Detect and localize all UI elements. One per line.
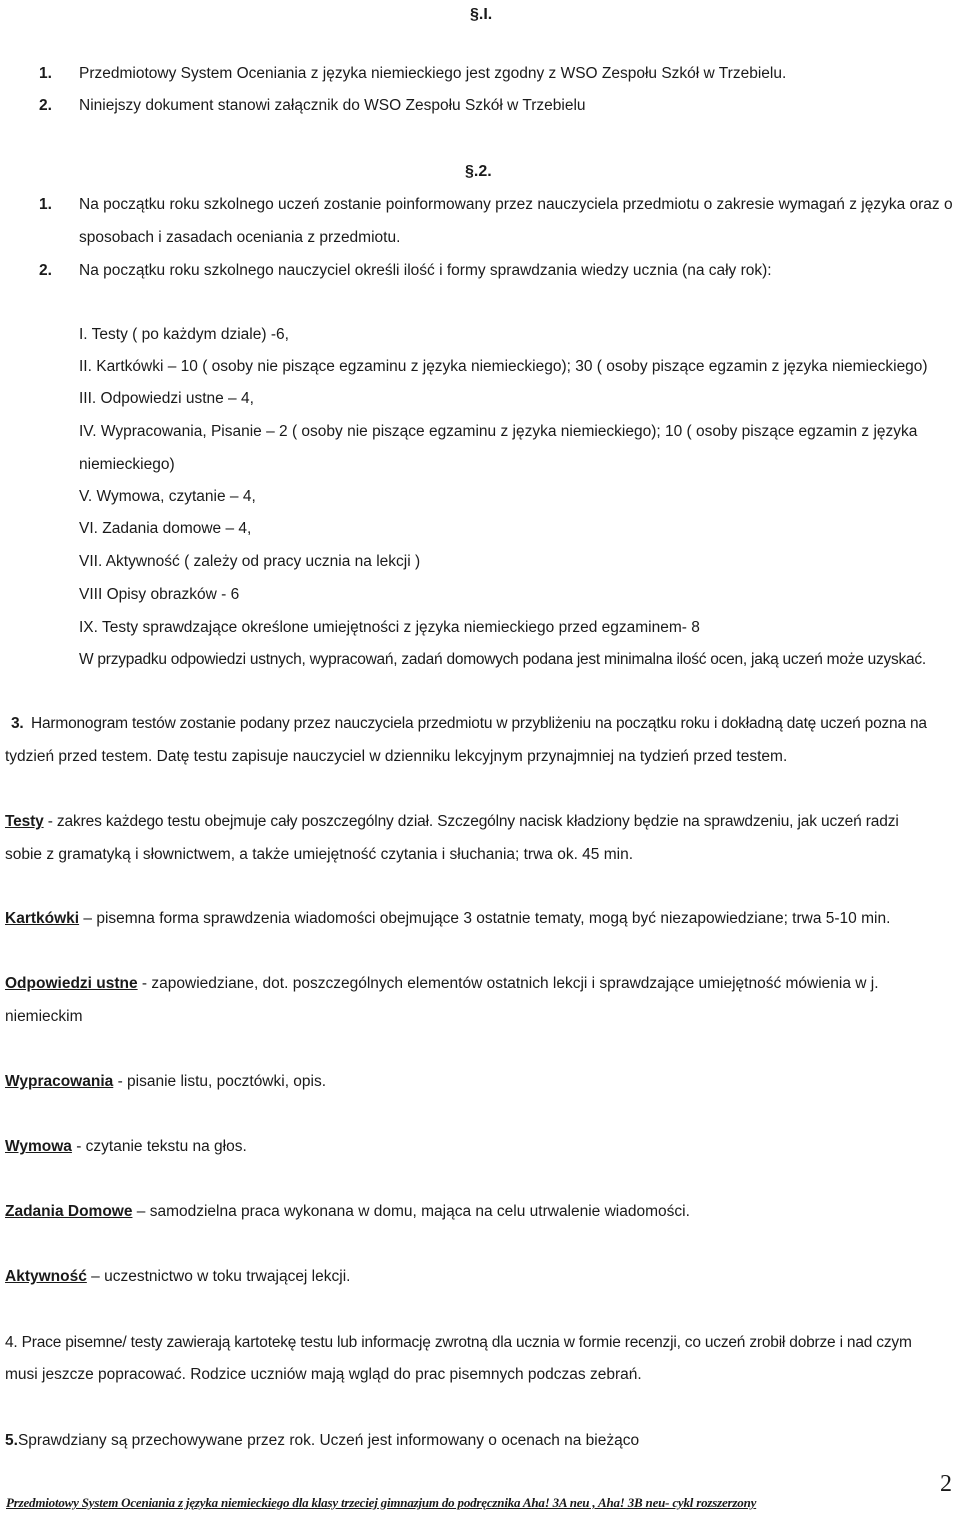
definition-testy [5, 812, 899, 832]
definition-text: - zapowiedziane, dot. poszczególnych elementów ostatnich lekcji i sprawdzające umiejętność mówienia w j. [137, 975, 879, 992]
assessment-list-item: V. Wymowa, czytanie – 4, [79, 488, 256, 505]
definition-kartkowki [5, 909, 890, 929]
assessment-list-item: I. Testy ( po każdym dziale) -6, [79, 326, 289, 343]
definition-term: Zadania Domowe [5, 1203, 133, 1220]
definition-text: - zakres każdego testu obejmuje cały poszczególny dział. Szczególny nacisk kładziony będzie na sprawdzeniu, jak uczeń radzi [43, 813, 899, 830]
definition-text: - czytanie tekstu na głos. [71, 1138, 247, 1155]
definition-text: – pisemna forma sprawdzenia wiadomości obejmujące 3 ostatnie tematy, mogą być niezapowiedziane; trwa 5-10 min. [79, 910, 891, 927]
assessment-list-item: niemieckiego) [79, 456, 175, 473]
item-number: 1. [39, 65, 52, 82]
definition-aktywnosc [5, 1267, 350, 1287]
section-heading-1: §.I. [470, 6, 493, 23]
item-text: Na początku roku szkolnego uczeń zostanie poinformowany przez nauczyciela przedmiotu o zakresie wymagań z języka oraz o [79, 196, 953, 213]
item-number: 5. [5, 1432, 18, 1449]
assessment-list-item: VI. Zadania domowe – 4, [79, 520, 252, 537]
assessment-list-item: III. Odpowiedzi ustne – 4, [79, 390, 254, 407]
definition-text: – uczestnictwo w toku trwającej lekcji. [86, 1268, 351, 1285]
assessment-list-item: IV. Wypracowania, Pisanie – 2 ( osoby nie piszące egzaminu z języka niemieckiego); 10 ( osoby piszące egzamin z języka [79, 423, 918, 440]
assessment-list-item: VII. Aktywność ( zależy od pracy ucznia na lekcji ) [79, 553, 421, 570]
page-footer: Przedmiotowy System Oceniania z języka niemieckiego dla klasy trzeciej gimnazjum do podręcznika Aha! 3A neu , Aha! 3B neu- cykl rozszerzony [6, 1495, 757, 1510]
page-number: 2 [940, 1471, 952, 1497]
item-text: Sprawdziany są przechowywane przez rok. Uczeń jest informowany o ocenach na bieżąco [17, 1432, 640, 1449]
definition-testy-line2: sobie z gramatyką i słownictwem, a także umiejętność czytania i słuchania; trwa ok. 45 min. [5, 846, 634, 863]
item-3-line1 [11, 714, 927, 734]
item-text: Na początku roku szkolnego nauczyciel określi ilość i formy sprawdzania wiedzy ucznia (na cały rok): [79, 262, 772, 279]
s2-item-2 [39, 261, 772, 281]
definition-zadania-domowe [5, 1202, 690, 1222]
definition-odpowiedzi-ustne [5, 974, 879, 994]
s2-item-1-line1 [39, 195, 953, 215]
item-4-line1: 4. Prace pisemne/ testy zawierają kartotekę testu lub informację zwrotną dla ucznia w formie recenzji, co uczeń zrobił dobrze i nad czym [5, 1334, 912, 1351]
assessment-list-item: IX. Testy sprawdzające określone umiejętności z języka niemieckiego przed egzaminem- 8 [79, 619, 700, 636]
definition-term: Wypracowania [5, 1073, 114, 1090]
item-number: 2. [39, 97, 52, 114]
assessment-list-item: VIII Opisy obrazków - 6 [79, 586, 240, 603]
item-3-line2: tydzień przed testem. Datę testu zapisuje nauczyciel w dzienniku lekcyjnym przynajmniej na tydzień przed testem. [5, 748, 788, 765]
s2-item-1-line2: sposobach i zasadach oceniania z przedmiotu. [79, 229, 401, 246]
assessment-note: W przypadku odpowiedzi ustnych, wypracowań, zadań domowych podana jest minimalna ilość ocen, jaką uczeń może uzyskać. [79, 651, 926, 668]
definition-wypracowania [5, 1072, 326, 1092]
definition-wymowa [5, 1137, 247, 1157]
definition-term: Odpowiedzi ustne [5, 975, 138, 992]
definition-text: - pisanie listu, pocztówki, opis. [113, 1073, 327, 1090]
definition-term: Kartkówki [5, 910, 80, 927]
item-number: 1. [39, 196, 52, 213]
definition-term: Aktywność [5, 1268, 87, 1285]
assessment-list-item: II. Kartkówki – 10 ( osoby nie piszące egzaminu z języka niemieckiego); 30 ( osoby piszące egzamin z języka niemieckiego) [79, 358, 928, 375]
item-4-line2: musi jeszcze popracować. Rodzice uczniów mają wgląd do prac pisemnych podczas zebrań. [5, 1366, 642, 1383]
definition-term: Wymowa [5, 1138, 72, 1155]
definition-text: – samodzielna praca wykonana w domu, mająca na celu utrwalenie wiadomości. [132, 1203, 690, 1220]
definition-odpowiedzi-ustne-line2: niemieckim [5, 1008, 83, 1025]
s1-item-1 [39, 64, 786, 84]
item-text: Harmonogram testów zostanie podany przez nauczyciela przedmiotu w przybliżeniu na początku roku i dokładną datę uczeń pozna na [31, 715, 927, 732]
item-number: 3. [11, 715, 24, 732]
item-text: Niniejszy dokument stanowi załącznik do WSO Zespołu Szkół w Trzebielu [79, 97, 586, 114]
item-text: Przedmiotowy System Oceniania z języka niemieckiego jest zgodny z WSO Zespołu Szkół w Trzebielu. [79, 65, 787, 82]
item-number: 2. [39, 262, 52, 279]
item-5 [5, 1431, 639, 1451]
s1-item-2 [39, 96, 586, 116]
definition-term: Testy [5, 813, 44, 830]
section-heading-2: §.2. [465, 163, 492, 180]
